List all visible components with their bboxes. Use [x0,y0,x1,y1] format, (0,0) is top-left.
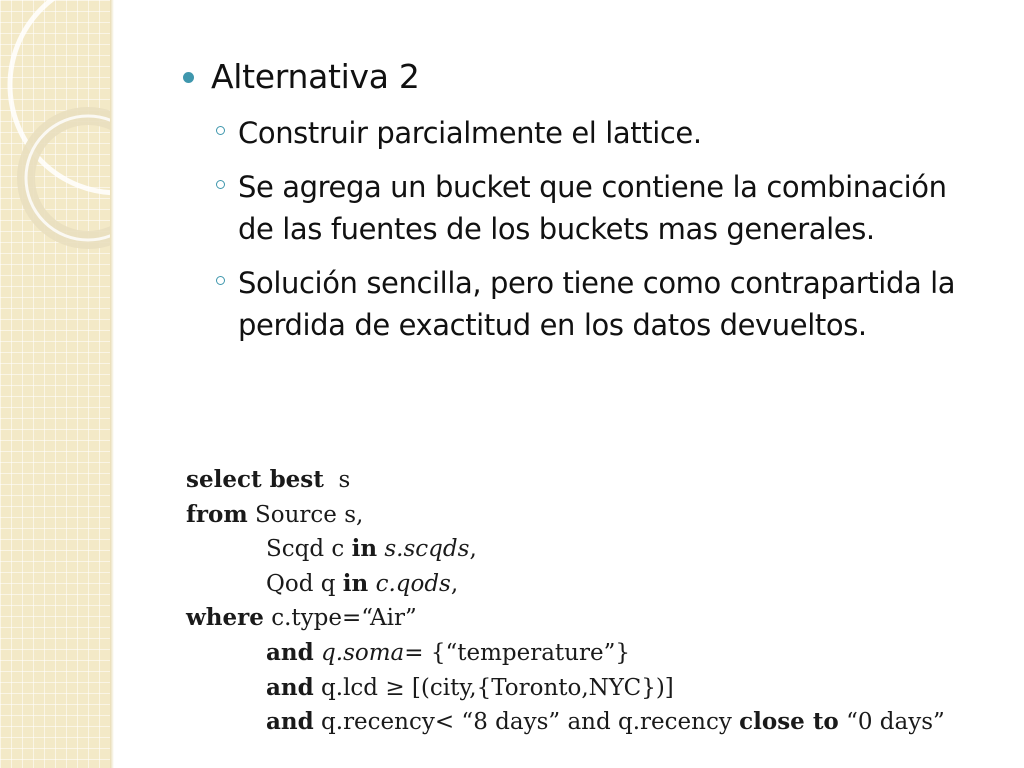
query-line-qod [186,567,1016,602]
sql-text: q.recency< “8 days” and q.recency [321,709,732,736]
sql-text: s [338,467,351,493]
query-code-block [186,463,1016,740]
sub-bullet-text: Construir parcialmente el lattice. [238,116,702,150]
query-line-select [186,463,1016,498]
sql-italic: q.soma [321,639,405,666]
sub-bullet-item [216,262,976,346]
sql-text: , [450,570,459,597]
sub-bullet-item [216,166,976,250]
bullet-ring-icon [216,126,225,135]
sql-keyword: and [266,638,314,666]
sql-text: Source s, [255,501,364,528]
slide-heading: Alternativa 2 [211,57,420,96]
sql-keyword: select best [186,466,324,493]
sql-keyword: where [186,604,264,632]
query-line-from [186,498,1016,533]
sql-text: , [469,536,477,563]
query-line-recency [186,705,1016,740]
sql-keyword: and [266,708,314,736]
query-line-soma [186,636,1016,671]
bullet-dot-icon [183,72,194,83]
sql-italic: c.qods [375,570,451,597]
sql-keyword: in [351,535,378,563]
sql-text: Scqd c [266,536,345,563]
sql-keyword: from [186,500,248,528]
sub-bullet-text: Se agrega un bucket que contiene la combinación de las fuentes de los buckets mas generales. [238,170,947,246]
sub-bullet-list [216,112,976,358]
sql-italic: s.scqds [384,536,470,563]
query-line-lcd [186,671,1016,706]
sql-text: “0 days” [846,709,945,736]
sql-text: = {“temperature”} [404,639,630,666]
sub-bullet-text: Solución sencilla, pero tiene como contrapartida la perdida de exactitud en los datos devueltos. [238,266,956,342]
sql-keyword: in [342,569,369,597]
query-line-where [186,601,1016,636]
sub-bullet-item [216,112,976,154]
sql-text: q.lcd ≥ [(city,{Toronto,NYC})] [321,674,674,701]
sql-text: c.type=“Air” [271,605,417,632]
sql-text: Qod q [266,570,336,597]
sql-keyword: close to [739,708,839,736]
bullet-ring-icon [216,276,225,285]
main-bullet [183,57,420,97]
bullet-ring-icon [216,180,225,189]
query-line-scqd [186,532,1016,567]
sql-keyword: and [266,673,314,701]
